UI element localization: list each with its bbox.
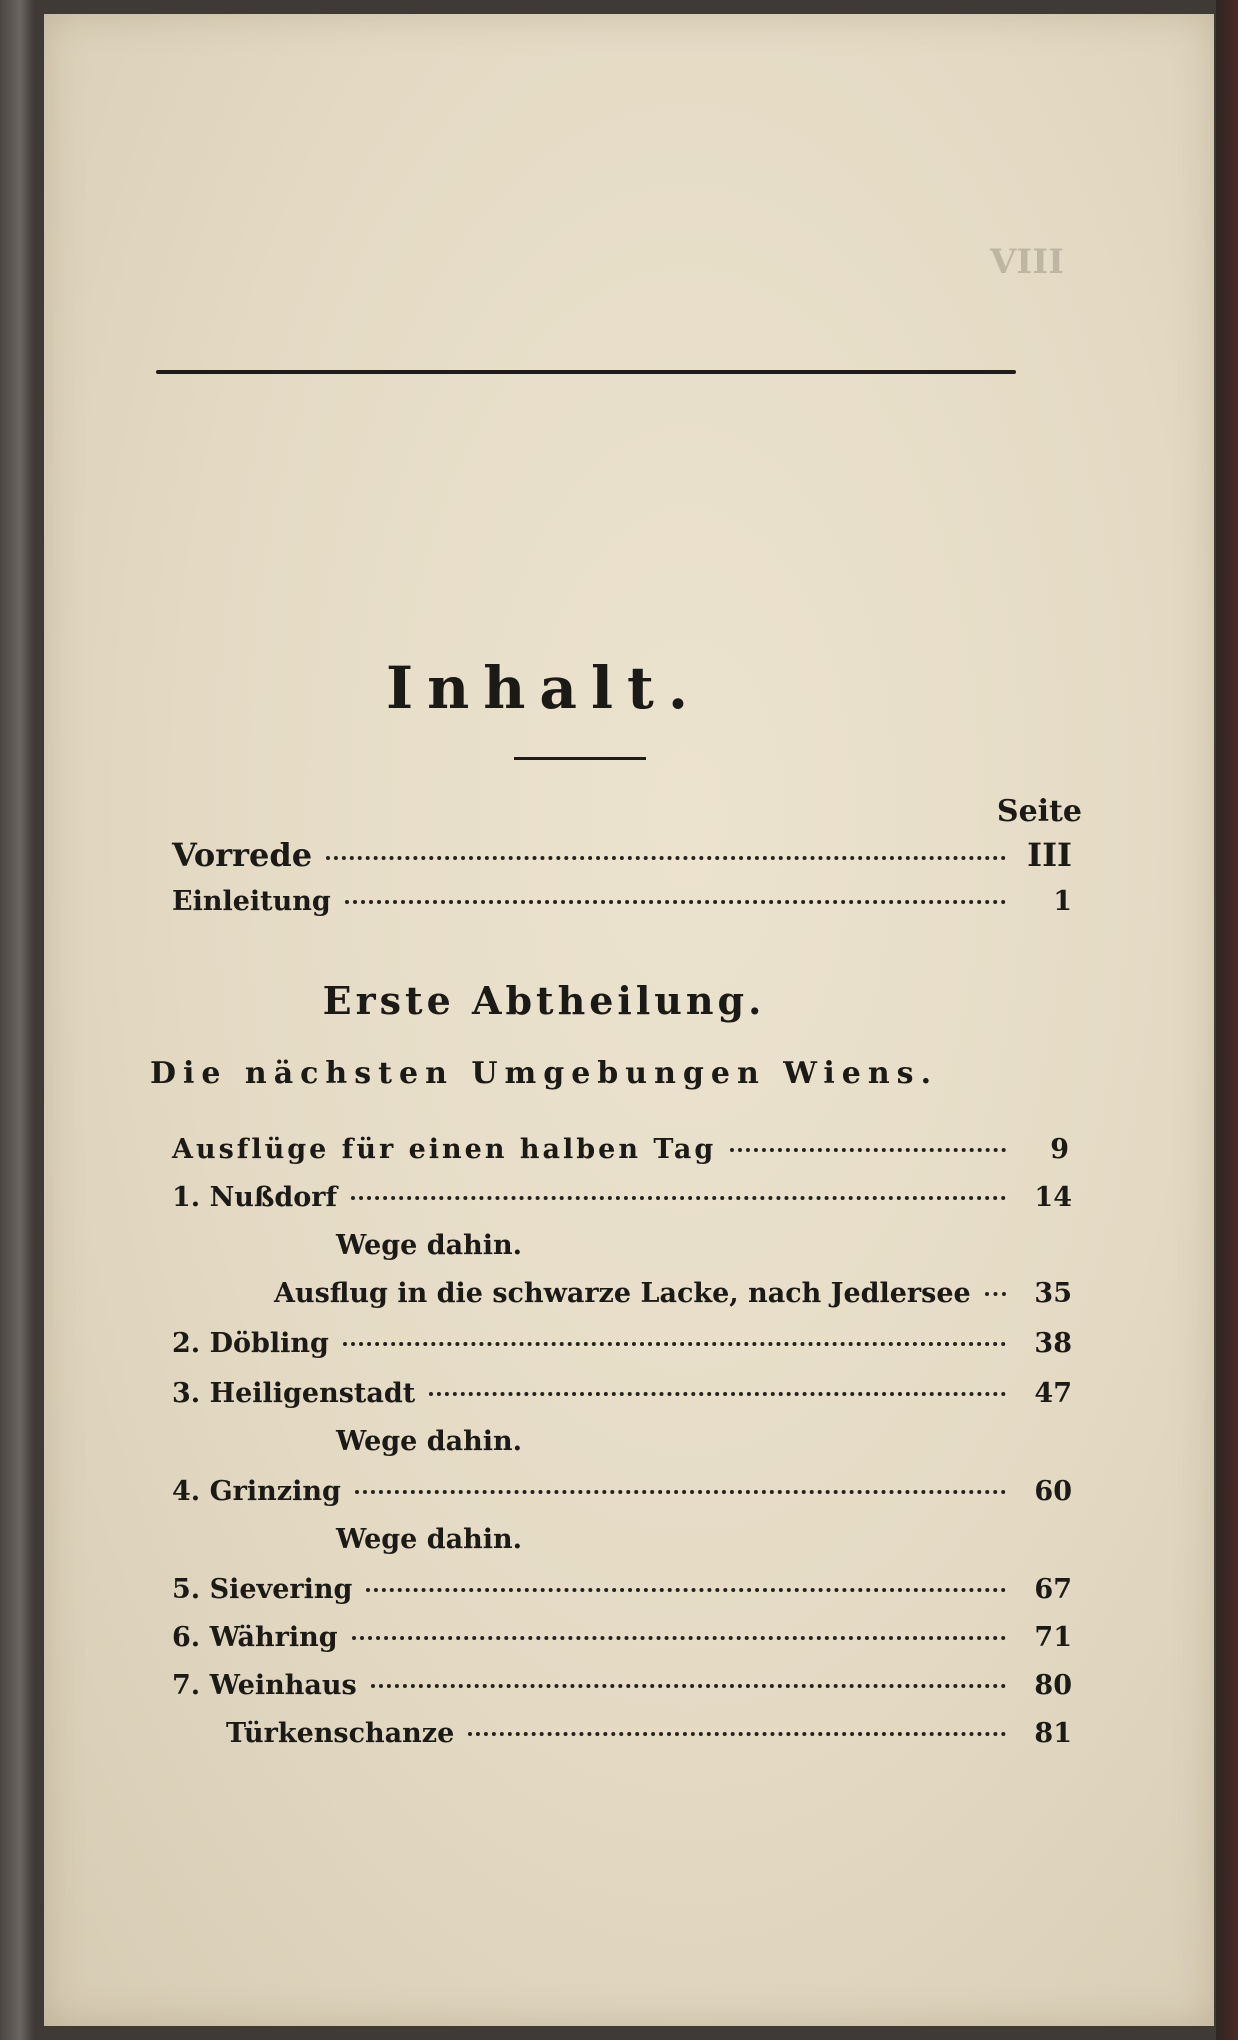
toc-entry-page: 80	[1034, 1670, 1072, 1701]
page-title: Inhalt.	[385, 654, 703, 722]
toc-entry-label: 5. Sievering	[172, 1574, 353, 1605]
toc-entry-page: 9	[1050, 1134, 1072, 1165]
toc-entry-vorrede[interactable]	[172, 836, 1072, 876]
leader-dots	[366, 1588, 1006, 1592]
toc-entry-grinzing[interactable]	[172, 1476, 1072, 1516]
page-number: VIII	[989, 242, 1064, 282]
toc-entry-label: Einleitung	[172, 886, 331, 917]
toc-entry-excursion[interactable]	[274, 1278, 1072, 1318]
toc-entry-heiligenstadt[interactable]	[172, 1378, 1072, 1418]
header-rule	[156, 370, 1016, 374]
page-column-label: Seite	[996, 794, 1082, 829]
leader-dots	[730, 1148, 1006, 1152]
title-rule	[514, 757, 646, 760]
toc-section-heading[interactable]	[172, 1134, 1072, 1174]
toc-entry-page: 38	[1034, 1328, 1072, 1359]
toc-subentry: Wege dahin.	[336, 1426, 523, 1457]
leader-dots	[345, 900, 1006, 904]
toc-entry-sievering[interactable]	[172, 1574, 1072, 1614]
toc-entry-page: 35	[1034, 1278, 1072, 1309]
book-edge	[1216, 0, 1238, 2040]
part-title: Erste Abtheilung.	[322, 978, 766, 1023]
leader-dots	[351, 1196, 1006, 1200]
book-page	[44, 14, 1214, 2026]
leader-dots	[468, 1732, 1006, 1736]
leader-dots	[985, 1292, 1006, 1296]
toc-entry-page: 47	[1034, 1378, 1072, 1409]
toc-entry-label: 6. Währing	[172, 1622, 338, 1653]
toc-entry-label: 3. Heiligenstadt	[172, 1378, 416, 1409]
toc-entry-page: III	[1027, 836, 1072, 874]
toc-entry-waehring[interactable]	[172, 1622, 1072, 1662]
leader-dots	[352, 1636, 1006, 1640]
toc-entry-page: 67	[1034, 1574, 1072, 1605]
toc-entry-label: 2. Döbling	[172, 1328, 329, 1359]
toc-entry-label: Ausflüge für einen halben Tag	[172, 1134, 717, 1165]
table-of-contents	[44, 14, 1214, 2026]
leader-dots	[429, 1392, 1006, 1396]
leader-dots	[371, 1684, 1006, 1688]
leader-dots	[355, 1490, 1006, 1494]
toc-entry-tuerkenschanze[interactable]	[226, 1718, 1072, 1758]
toc-entry-label: Vorrede	[172, 836, 313, 874]
toc-entry-label: Türkenschanze	[226, 1718, 455, 1749]
toc-entry-label: 1. Nußdorf	[172, 1182, 338, 1213]
toc-entry-nussdorf[interactable]	[172, 1182, 1072, 1222]
part-subtitle: Die nächsten Umgebungen Wiens.	[149, 1056, 939, 1091]
toc-entry-weinhaus[interactable]	[172, 1670, 1072, 1710]
toc-entry-page: 14	[1034, 1182, 1072, 1213]
toc-entry-page: 60	[1034, 1476, 1072, 1507]
leader-dots	[343, 1342, 1006, 1346]
toc-entry-einleitung[interactable]	[172, 886, 1072, 926]
toc-subentry: Wege dahin.	[336, 1230, 523, 1261]
toc-entry-page: 71	[1034, 1622, 1072, 1653]
toc-entry-label: Ausflug in die schwarze Lacke, nach Jedlersee	[274, 1278, 971, 1309]
toc-entry-doebling[interactable]	[172, 1328, 1072, 1368]
toc-subentry: Wege dahin.	[336, 1524, 523, 1555]
toc-entry-page: 81	[1034, 1718, 1072, 1749]
toc-entry-label: 4. Grinzing	[172, 1476, 341, 1507]
toc-entry-label: 7. Weinhaus	[172, 1670, 357, 1701]
leader-dots	[326, 856, 1006, 860]
toc-entry-page: 1	[1053, 886, 1072, 917]
